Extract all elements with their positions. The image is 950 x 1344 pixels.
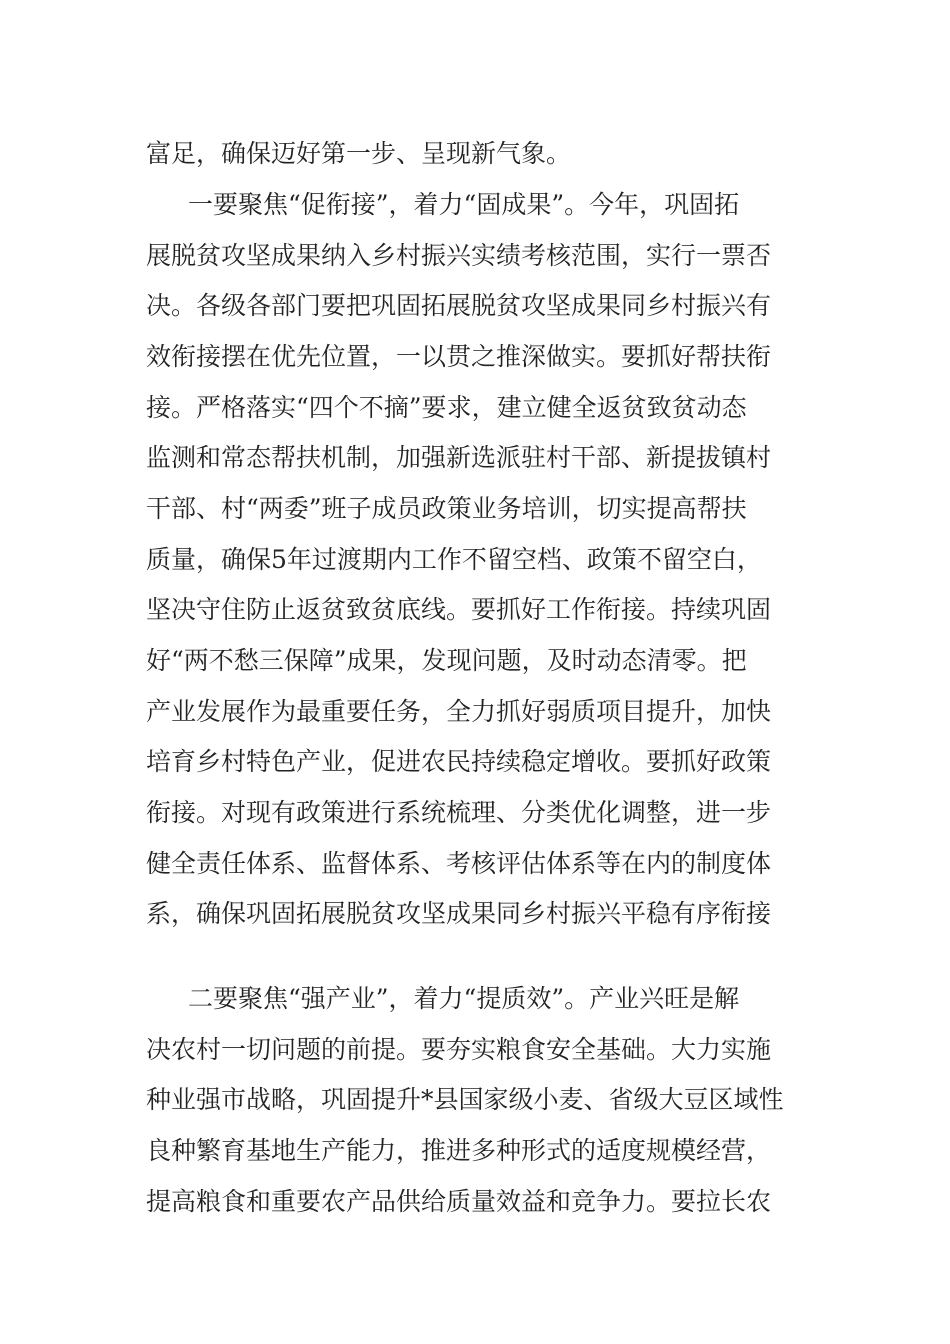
text-line: 衔接。对现有政策进行系统梳理、分类优化调整，进一步 [146,798,772,827]
text-line: 监测和常态帮扶机制，加强新选派驻村干部、新提拔镇村 [146,443,772,472]
text-line: 良种繁育基地生产能力，推进多种形式的适度规模经营， [146,1136,772,1165]
text-line: 富足，确保迈好第一步、呈现新气象。 [146,139,572,168]
text-line: 种业强市战略，巩固提升*县国家级小麦、省级大豆区域性 [146,1085,784,1114]
text-line: 决农村一切问题的前提。要夯实粮食安全基础。大力实施 [146,1035,772,1064]
text-line: 展脱贫攻坚成果纳入乡村振兴实绩考核范围，实行一票否 [146,241,772,270]
text-line: 接。严格落实“四个不摘”要求，建立健全返贫致贫动态 [146,393,747,422]
text-line: 系，确保巩固拓展脱贫攻坚成果同乡村振兴平稳有序衔接 [146,899,772,928]
text-line: 提高粮食和重要农产品供给质量效益和竞争力。要拉长农 [146,1187,772,1216]
text-line: 健全责任体系、监督体系、考核评估体系等在内的制度体 [146,849,772,878]
text-line: 产业发展作为最重要任务，全力抓好弱质项目提升，加快 [146,697,772,726]
text-line: 培育乡村特色产业，促进农民持续稳定增收。要抓好政策 [146,747,772,776]
text-line: 效衔接摆在优先位置，一以贯之推深做实。要抓好帮扶衔 [146,342,772,371]
text-line: 干部、村“两委”班子成员政策业务培训，切实提高帮扶 [146,494,747,523]
text-line: 坚决守住防止返贫致贫底线。要抓好工作衔接。持续巩固 [146,595,772,624]
text-line: 决。各级各部门要把巩固拓展脱贫攻坚成果同乡村振兴有 [146,291,772,320]
paragraph-2-first-line: 二要聚焦“强产业”，着力“提质效”。产业兴旺是解 [188,984,740,1013]
paragraph-1-first-line: 一要聚焦“促衔接”，着力“固成果”。今年，巩固拓 [188,190,740,219]
text-line: 质量，确保5年过渡期内工作不留空档、政策不留空白， [146,545,762,574]
text-line: 好“两不愁三保障”成果，发现问题，及时动态清零。把 [146,646,747,675]
